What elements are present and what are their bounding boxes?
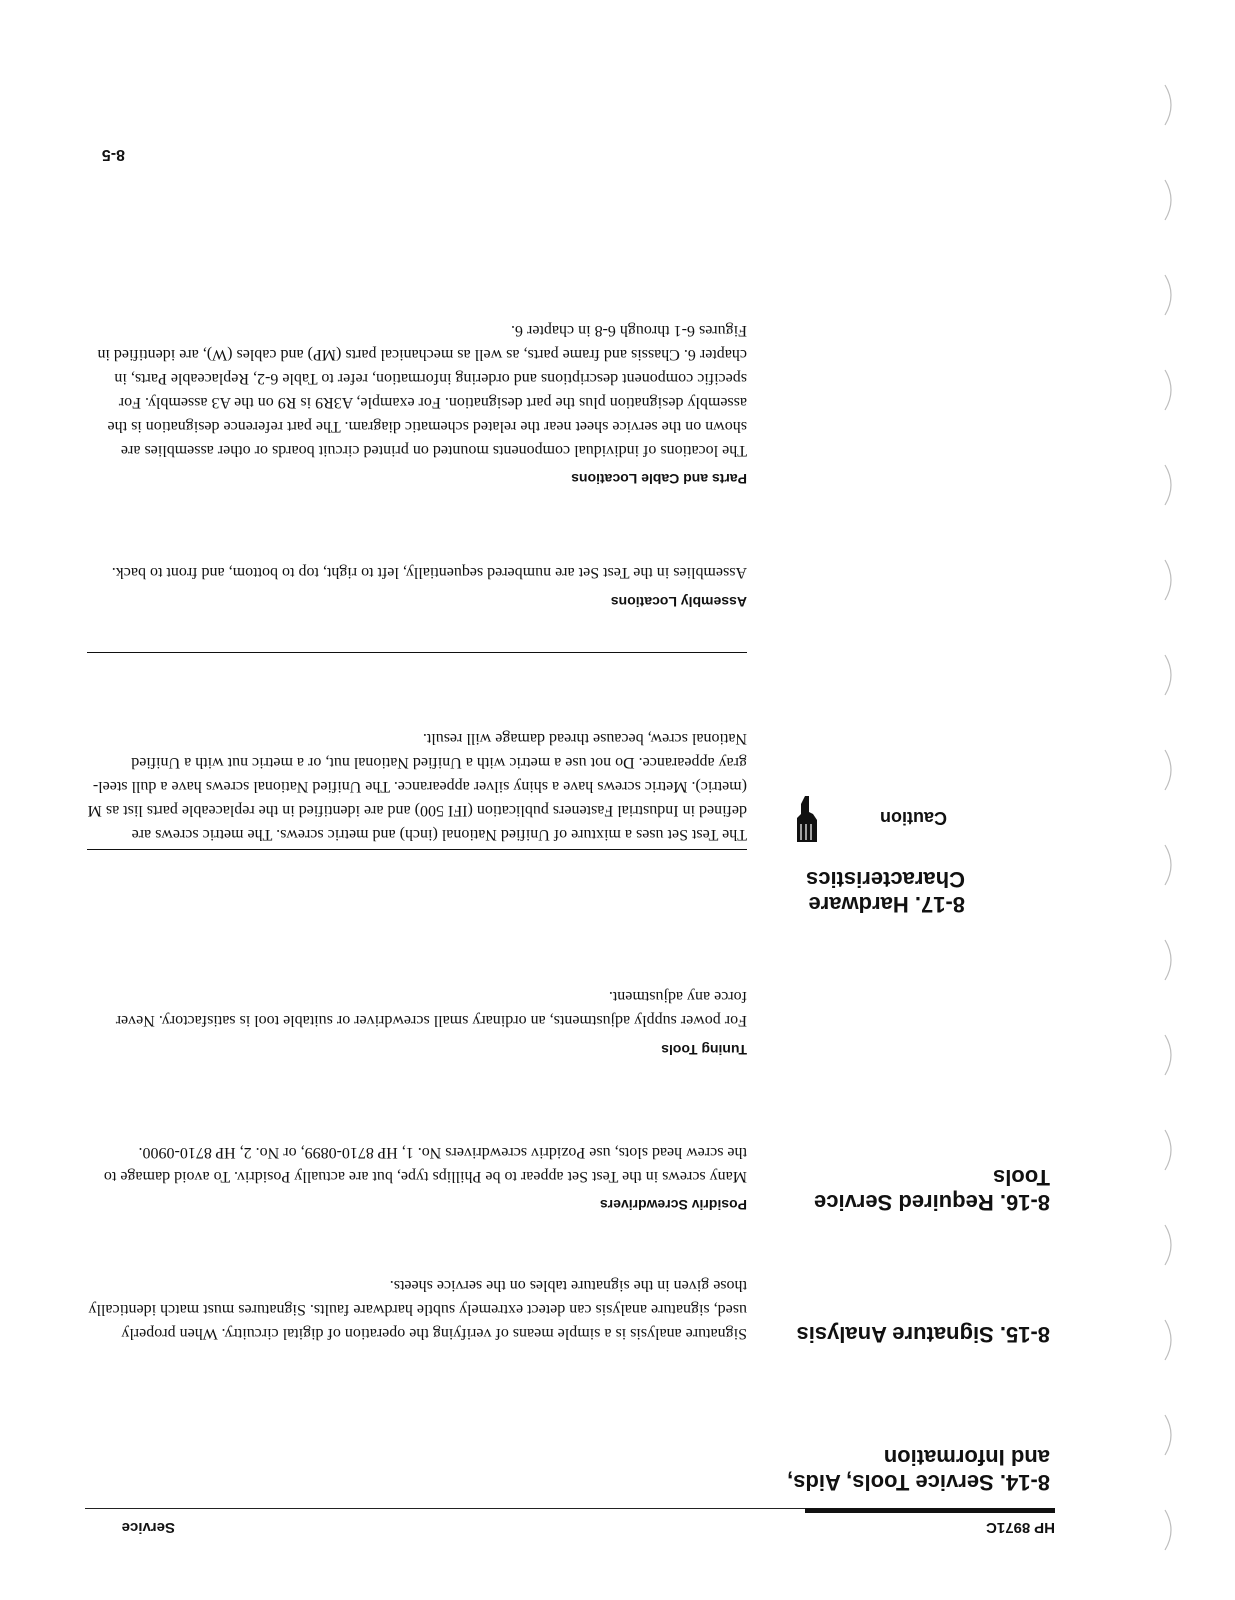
header-product: HP 8971C — [986, 1519, 1055, 1536]
section-8-16-title: 8-16. Required Service Tools — [813, 1165, 1050, 1215]
caution-bottom-rule — [87, 652, 747, 653]
section-8-14-title: 8-14. Service Tools, Aids, and Information — [787, 1445, 1050, 1495]
parts-cable-subheading: Parts and Cable Locations — [571, 471, 747, 487]
section-8-17-title: 8-17. Hardware Characteristics — [806, 867, 965, 917]
signature-analysis-paragraph — [87, 1273, 747, 1345]
posidriv-subheading: Posidriv Screwdrivers — [599, 1197, 747, 1213]
binder-arcs — [1165, 85, 1171, 1550]
caution-text: The Test Set uses a mixture of Unified National (inch) and metric screws. The metric screws are defined in Industrial Fasteners publication (IFI 500) and are identified in the replaceable parts list as M (metric). Metric screws have a shiny silver appearance. The Unified National screws have a dull steel-gray appearance. Do not use a metric with a Unified National nut, or a metric nut with a Unified National screw, because thread damage will result. — [87, 730, 747, 843]
parts-cable-text: The locations of individual components mounted on printed circuit boards or other assemblies are shown on the service sheet near the related schematic diagram. The part reference designation is the assembly designation plus the part designation. For example, A3R9 is R9 on the A3 assembly. For specific component descriptions and ordering information, refer to Table 6-2, Replaceable Parts, in chapter 6. Chassis and frame parts, as well as mechanical parts (MP) and cables (W), are identified in Figures 6-1 through 6-8 in chapter 6. — [97, 322, 747, 459]
signature-analysis-text: Signature analysis is a simple means of verifying the operation of digital circuitry. When properly used, signature analysis can detect extremely subtle hardware faults. Signatures must match identically those given in the signature tables on the service sheets. — [88, 1277, 747, 1342]
tuning-tools-subheading: Tuning Tools — [661, 1042, 747, 1058]
assembly-locations-text: Assemblies in the Test Set are numbered sequentially, left to right, top to bottom, and front to back. — [111, 564, 747, 581]
header-section: Service — [121, 1519, 175, 1536]
tuning-tools-paragraph — [87, 984, 747, 1032]
section-8-15-title: 8-15. Signature Analysis — [796, 1322, 1050, 1347]
posidriv-paragraph — [87, 1140, 747, 1188]
posidriv-text: Many screws in the Test Set appear to be Phillips type, but are actually Posidriv. To avoid damage to the screw head slots, use Pozidriv screwdrivers No. 1, HP 8710-0899, or No. 2, HP 8710-0900. — [103, 1144, 747, 1185]
page-number: 8-5 — [101, 146, 125, 163]
parts-cable-paragraph — [87, 318, 747, 462]
caution-paragraph — [87, 726, 747, 846]
tuning-tools-text: For power supply adjustments, an ordinary small screwdriver or suitable tool is satisfactory. Never force any adjustment. — [115, 988, 747, 1029]
assembly-locations-paragraph — [87, 560, 747, 584]
caution-hand-icon — [793, 794, 821, 844]
caution-top-rule — [87, 849, 747, 850]
binder-hole-marks — [1145, 0, 1235, 1600]
header-thick-rule — [805, 1508, 1055, 1513]
assembly-locations-subheading: Assembly Locations — [610, 594, 747, 610]
caution-label: Caution — [880, 808, 947, 828]
